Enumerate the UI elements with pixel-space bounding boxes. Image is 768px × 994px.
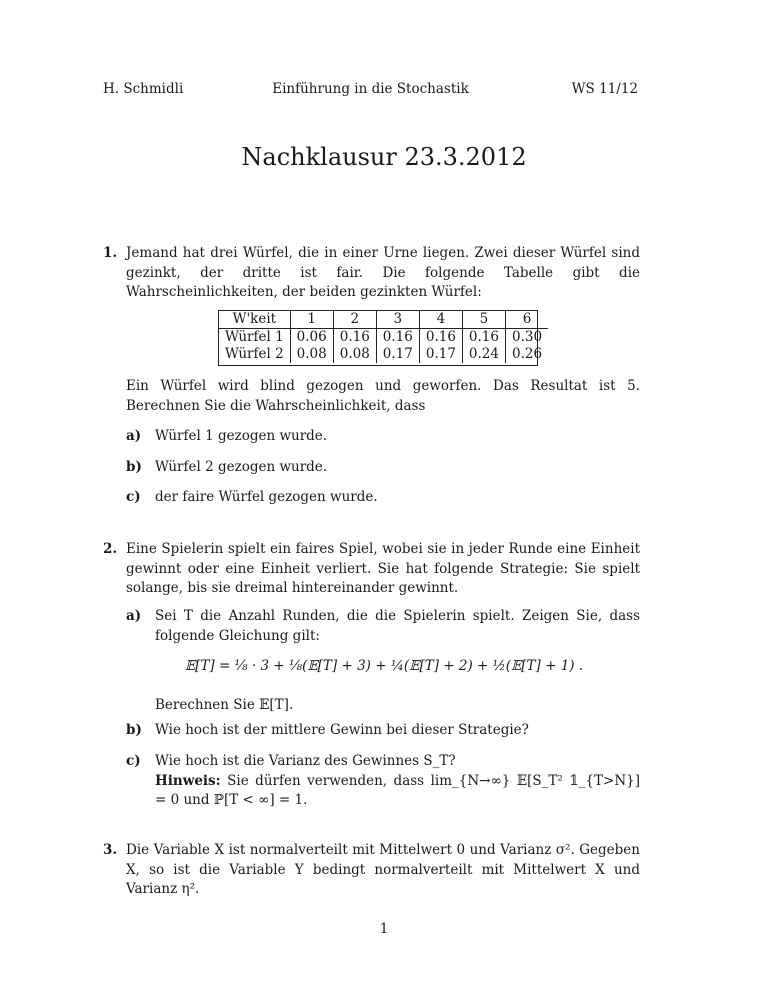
problem-1-part-c <box>126 488 640 508</box>
hint-text: Sie dürfen verwenden, dass lim_{N→∞} 𝔼[S_T² 𝟙_{T>N}] = 0 und ℙ[T < ∞] = 1. <box>155 772 640 808</box>
table-cell: 1 <box>290 311 333 329</box>
table-cell: 3 <box>376 311 419 329</box>
table-cell: 0.17 <box>419 346 462 363</box>
problem-1-after-text: Ein Würfel wird blind gezogen und geworfen. Das Resultat ist 5. Berechnen Sie die Wahrscheinlichkeit, dass <box>126 378 640 414</box>
problem-text: Jemand hat drei Würfel, die in einer Urne liegen. Zwei dieser Würfel sind gezinkt, der dritte ist fair. Die folgende Tabelle gibt die Wahrscheinlichkeiten, der beiden gezinkten Würfel: <box>126 245 640 300</box>
problem-2 <box>103 540 640 599</box>
part-text: Wie hoch ist der mittlere Gewinn bei dieser Strategie? <box>155 722 529 738</box>
table-cell: 0.06 <box>290 329 333 347</box>
part-text: Sei T die Anzahl Runden, die die Spielerin spielt. Zeigen Sie, dass folgende Gleichung gilt: <box>155 608 640 644</box>
problem-1-part-a <box>126 427 640 447</box>
part-label: c) <box>126 753 141 769</box>
problem-text: Eine Spielerin spielt ein faires Spiel, wobei sie in jeder Runde eine Einheit gewinnt oder eine Einheit verliert. Sie hat folgende Strategie: Sie spielt solange, bis sie dreimal hintereinander gewinnt. <box>126 541 640 596</box>
table-cell: 0.17 <box>376 346 419 363</box>
hint-label: Hinweis: <box>155 772 221 789</box>
problem-2-part-b <box>126 721 640 741</box>
problem-2-part-c <box>126 752 640 811</box>
table-cell: 0.08 <box>333 346 376 363</box>
part-text: der faire Würfel gezogen wurde. <box>155 489 378 505</box>
table-cell: 5 <box>462 311 505 329</box>
table-cell: 0.16 <box>333 329 376 347</box>
table-row <box>219 346 548 363</box>
header-author: H. Schmidli <box>103 81 184 97</box>
table-cell: 0.16 <box>462 329 505 347</box>
page-number: 1 <box>379 921 389 937</box>
problem-number: 2. <box>103 541 118 557</box>
table-row <box>219 329 548 347</box>
table-cell: 0.16 <box>376 329 419 347</box>
part-text: Würfel 2 gezogen wurde. <box>155 459 328 475</box>
table-cell: W'keit <box>219 311 290 329</box>
table-cell: 0.24 <box>462 346 505 363</box>
problem-number: 1. <box>103 245 118 261</box>
part-text: Würfel 1 gezogen wurde. <box>155 428 328 444</box>
hint <box>155 772 640 811</box>
table-cell: 0.16 <box>419 329 462 347</box>
part-label: a) <box>126 608 142 624</box>
part-label: b) <box>126 722 142 738</box>
part-label: a) <box>126 428 142 444</box>
table-cell: 4 <box>419 311 462 329</box>
exam-title: Nachklausur 23.3.2012 <box>241 143 527 171</box>
part-label: b) <box>126 459 142 475</box>
problem-1 <box>103 244 640 303</box>
problem-number: 3. <box>103 842 118 858</box>
table-cell: 0.26 <box>505 346 548 363</box>
table-cell: 2 <box>333 311 376 329</box>
table-cell: 0.30 <box>505 329 548 347</box>
table-cell: 0.08 <box>290 346 333 363</box>
table-cell: Würfel 1 <box>225 329 284 345</box>
part-label: c) <box>126 489 141 505</box>
probability-table <box>219 311 548 363</box>
problem-1-part-b <box>126 458 640 478</box>
part-text: Wie hoch ist die Varianz des Gewinnes S_T? <box>155 753 456 769</box>
problem-3 <box>103 841 640 900</box>
table-cell: 6 <box>505 311 548 329</box>
table-cell: Würfel 2 <box>225 346 284 362</box>
expectation-equation: 𝔼[T] = ⅛ · 3 + ⅛(𝔼[T] + 3) + ¼(𝔼[T] + 2) + ½(𝔼[T] + 1) . <box>184 658 584 674</box>
problem-2-compute: Berechnen Sie 𝔼[T]. <box>155 697 294 713</box>
table-header-row <box>219 311 548 329</box>
header-course: Einführung in die Stochastik <box>272 81 469 97</box>
problem-text: Die Variable X ist normalverteilt mit Mittelwert 0 und Varianz σ². Gegeben X, so ist die Variable Y bedingt normalverteilt mit Mittelwert X und Varianz η². <box>126 842 640 897</box>
problem-2-part-a <box>126 607 640 646</box>
page-header <box>103 80 638 100</box>
header-semester: WS 11/12 <box>571 81 638 97</box>
